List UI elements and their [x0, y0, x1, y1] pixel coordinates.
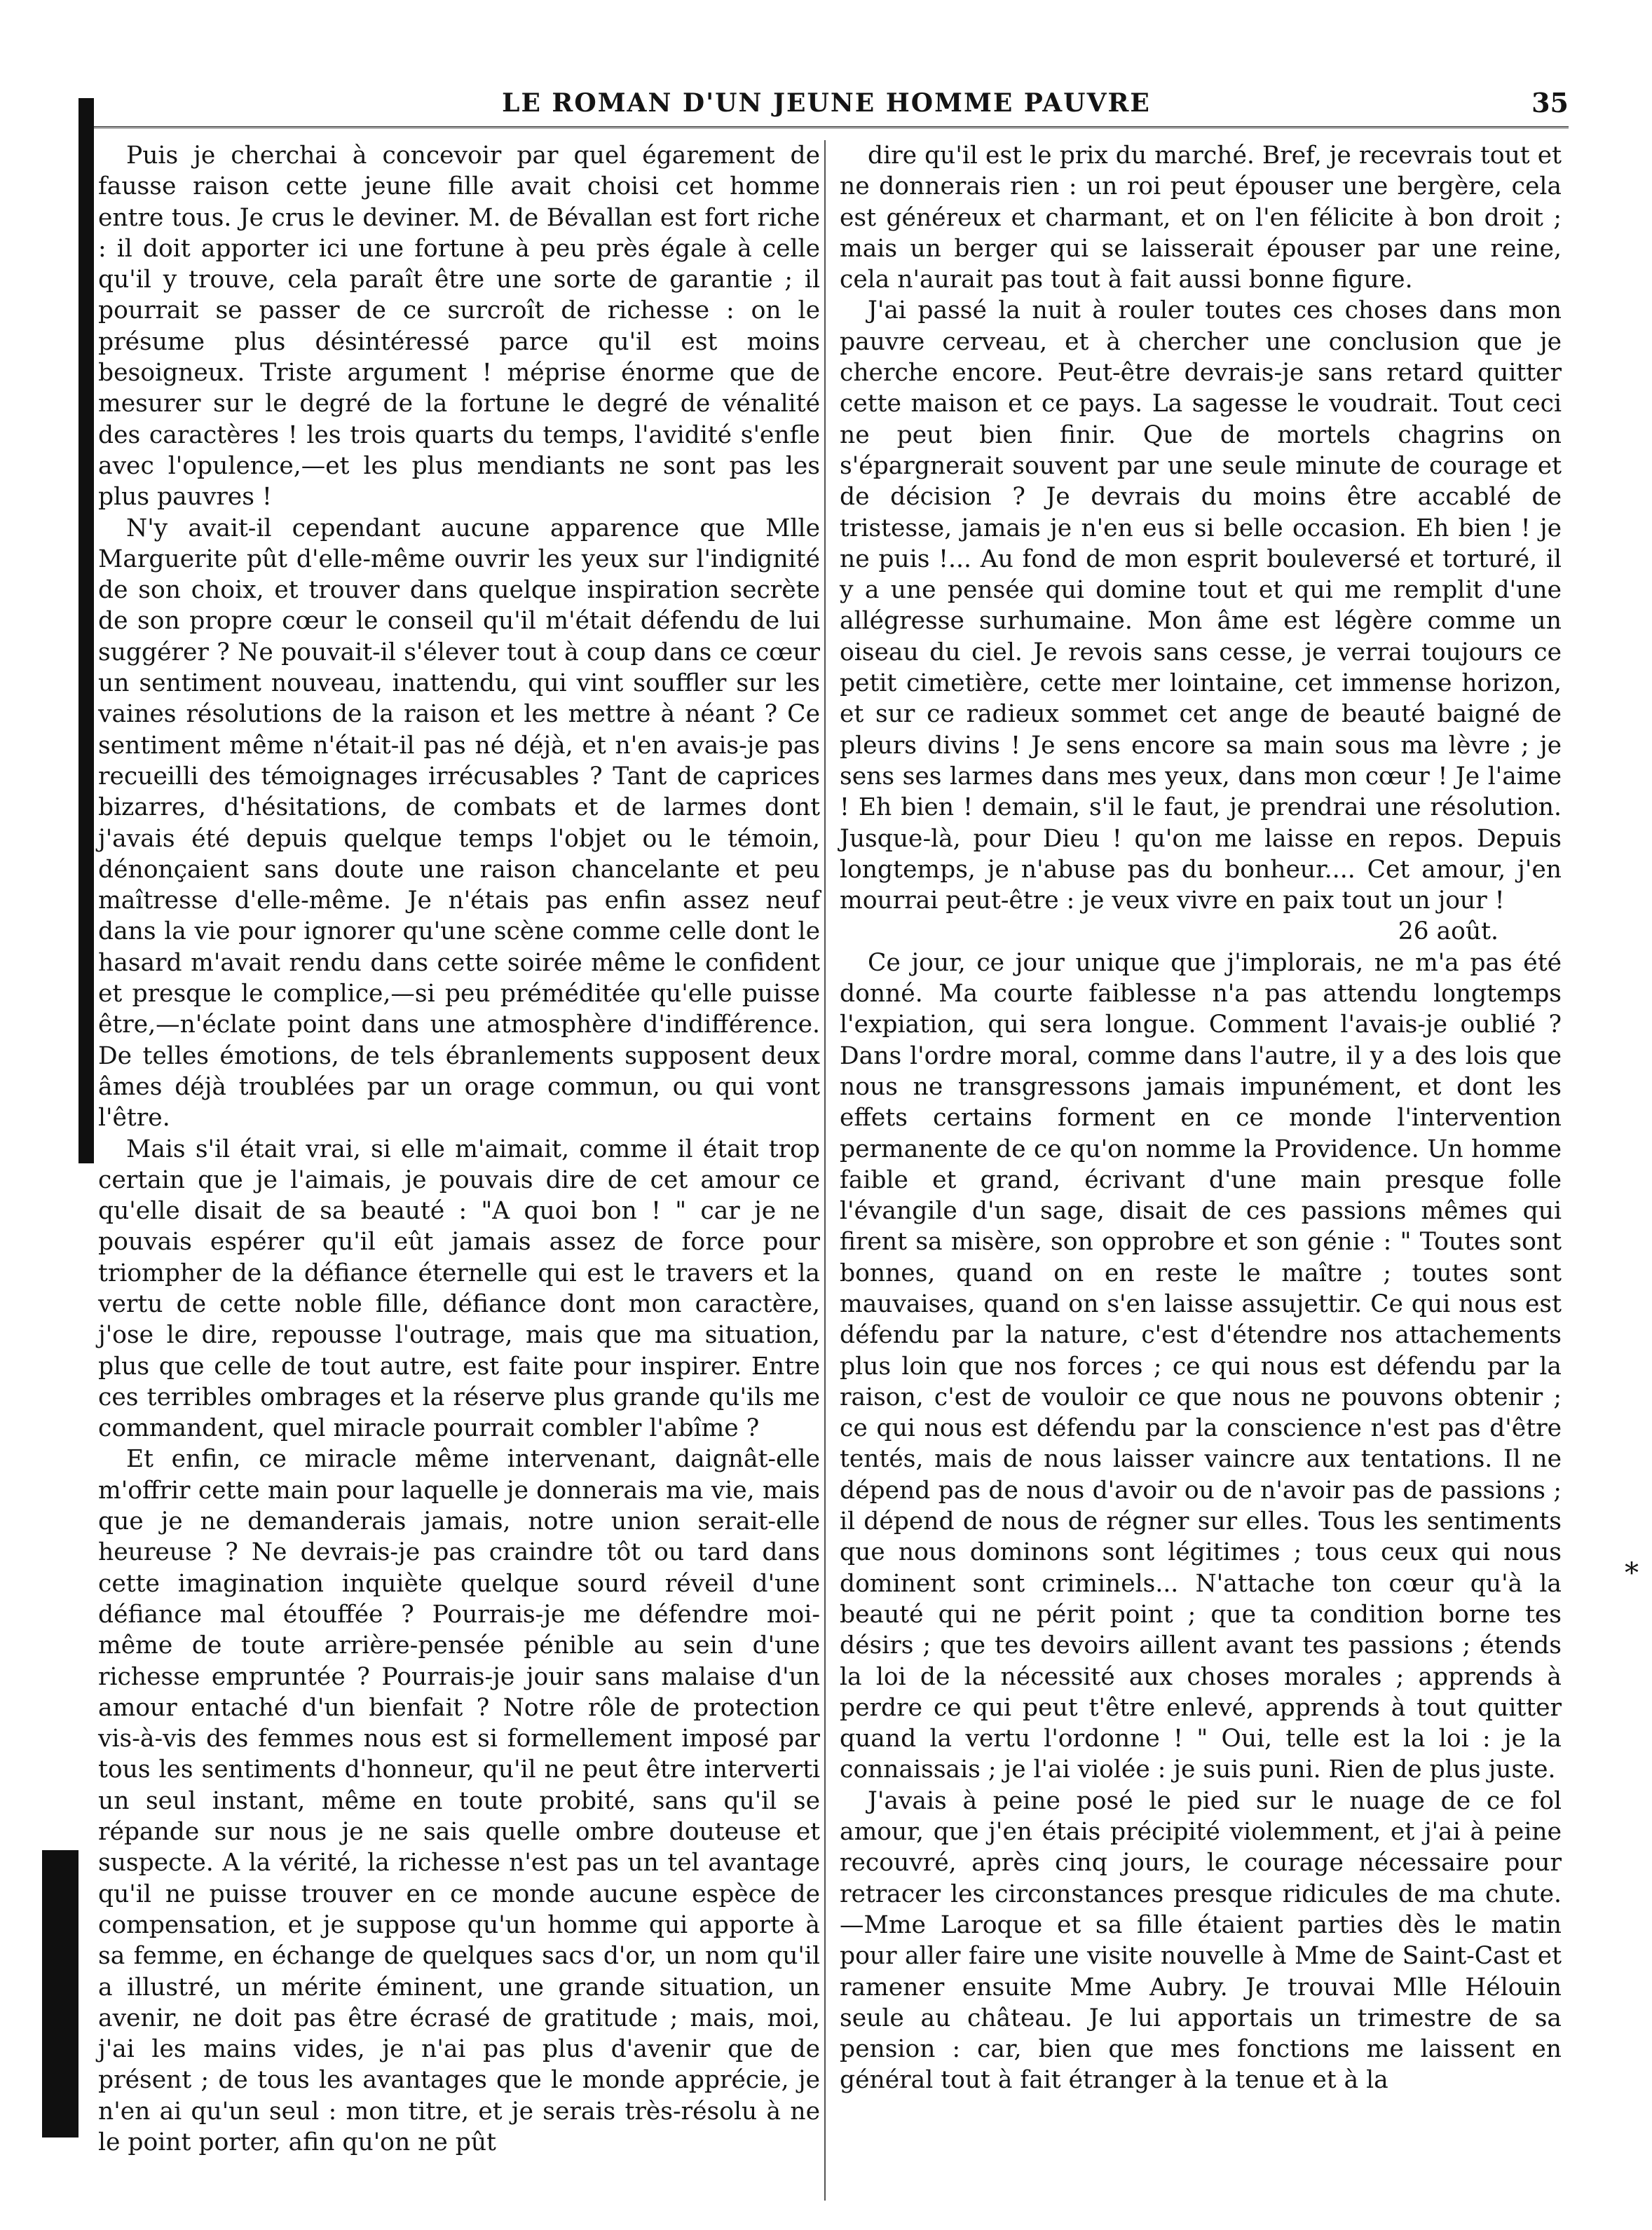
paragraph: N'y avait-il cependant aucune apparence que Mlle Marguerite pût d'elle-même ouvrir les yeux sur l'indignité de son choix, et trouver dans quelque inspiration secrète de son propre cœur le conseil qu'il m'était défendu de lui suggérer ? Ne pouvait-il s'élever tout à coup dans ce cœur un sentiment nouveau, inattendu, qui vint souffler sur les vaines résolutions de la raison et les mettre à néant ? Ce sentiment même n'était-il pas né déjà, et n'en avais-je pas recueilli des témoignages irrécusables ? Tant de caprices bizarres, d'hésitations, de combats et de larmes dont j'avais été depuis quelque temps l'objet ou le témoin, dénonçaient sans doute une raison chancelante et peu maîtresse d'elle-même. Je n'étais pas enfin assez neuf dans la vie pour ignorer qu'une scène comme celle dont le hasard m'avait rendu dans cette soirée même le confident et presque le complice,—si peu préméditée qu'elle puisse être,—n'éclate point dans une atmosphère d'indifférence. De telles émotions, de tels ébranlements supposent deux âmes déjà troublées par un orage commun, ou qui vont l'être.: [98, 514, 820, 1133]
paragraph: Et enfin, ce miracle même intervenant, daignât-elle m'offrir cette main pour laquelle je donnerais ma vie, mais que je ne demanderais jamais, notre union serait-elle heureuse ? Ne devrais-je pas craindre tôt ou tard dans cette imagination inquiète quelque sourd réveil d'une défiance mal étouffée ? Pourrais-je me défendre moi-même de toute arrière-pensée pénible au sein d'une richesse empruntée ? Pourrais-je jouir sans malaise d'un amour entaché d'un bienfait ? Notre rôle de protection vis-à-vis des femmes nous est si formellement imposé par tous les sentiments d'honneur, qu'il ne peut être interverti un seul instant, même en toute probité, sans qu'il se répande sur nous je ne sais quelle ombre douteuse et suspecte. A la vérité, la richesse n'est pas un tel avantage qu'il ne puisse trouver en ce monde aucune espèce de compensation, et je suppose qu'un homme qui apporte à sa femme, en échange de quelques sacs d'or, un nom qu'il a illustré, un mérite éminent, une grande situation, un avenir, ne doit pas être écrasé de gratitude ; mais, moi, j'ai les mains vides, je n'ai pas plus d'avenir que de présent ; de tous les avantages que le monde apprécie, je n'en ai qu'un seul : mon titre, et je serais très-résolu à ne le point porter, afin qu'on ne pût: [98, 1445, 820, 2156]
paragraph: Ce jour, ce jour unique que j'implorais, ne m'a pas été donné. Ma courte faiblesse n'a pas attendu longtemps l'expiation, qui sera longue. Comment l'avais-je oublié ? Dans l'ordre moral, comme dans l'autre, il y a des lois que nous ne transgressons jamais impunément, et dont les effets certains forment en ce monde l'intervention permanente de ce qu'on nomme la Providence. Un homme faible et grand, écrivant d'une main presque folle l'évangile d'un sage, disait de ces passions mêmes qui firent sa misère, son opprobre et son génie : " Toutes sont bonnes, quand on en reste le maître ; toutes sont mauvaises, quand on s'en laisse assujettir. Ce qui nous est défendu par la nature, c'est d'étendre nos attachements plus loin que nos forces ; ce qui nous est défendu par la raison, c'est de vouloir ce que nous ne pouvons obtenir ; ce qui nous est défendu par la conscience n'est pas d'être tentés, mais de nous laisser vaincre aux tentations. Il ne dépend pas de nous d'avoir ou de n'avoir pas de passions ; il dépend de nous de régner sur elles. Tous les sentiments que nous dominons sont légitimes ; tous ceux qui nous dominent sont criminels... N'attache ton cœur qu'à la beauté qui ne périt point ; que ta condition borne tes désirs ; que tes devoirs aillent avant tes passions ; étends la loi de la nécessité aux choses morales ; apprends à perdre ce qui peut t'être enlevé, apprends à tout quitter quand la vertu l'ordonne ! " Oui, telle est la loi : je la connaissais ; je l'ai violée : je suis puni. Rien de plus juste.: [840, 948, 1562, 1784]
margin-asterisk: *: [1625, 1557, 1639, 1589]
scan-edge-shadow: [78, 98, 94, 1163]
paragraph: Puis je cherchai à concevoir par quel égarement de fausse raison cette jeune fille avait choisi cet homme entre tous. Je crus le deviner. M. de Bévallan est fort riche : il doit apporter ici une fortune à peu près égale à celle qu'il y trouve, cela paraît être une sorte de garantie ; il pourrait se passer de ce surcroît de richesse : on le présume plus désintéressé parce qu'il est moins besoigneux. Triste argument ! méprise énorme que de mesurer sur le degré de la fortune le degré de vénalité des caractères ! les trois quarts du temps, l'avidité s'enfle avec l'opulence,—et les plus mendiants ne sont pas les plus pauvres !: [98, 142, 820, 512]
paragraph: Mais s'il était vrai, si elle m'aimait, comme il était trop certain que je l'aimais, je pouvais dire de cet amour ce qu'elle disait de sa beauté : "A quoi bon ! " car je ne pouvais espérer qu'il eût jamais assez de force pour triompher de la défiance éternelle qui est le travers et la vertu de cette noble fille, défiance dont mon caractère, j'ose le dire, repousse l'outrage, mais que ma situation, plus que celle de tout autre, est faite pour inspirer. Entre ces terribles ombrages et la réserve plus grande qu'ils me commandent, quel miracle pourrait combler l'abîme ?: [98, 1135, 820, 1443]
paragraph: J'avais à peine posé le pied sur le nuage de ce fol amour, que j'en étais précipité violemment, et j'ai à peine recouvré, après cinq jours, le courage nécessaire pour retracer les circonstances presque ridicules de ma chute.—Mme Laroque et sa fille étaient parties dès le matin pour aller faire une visite nouvelle à Mme de Saint-Cast et ramener ensuite Mme Aubry. Je trouvai Mlle Hélouin seule au château. Je lui apportais un trimestre de sa pension : car, bien que mes fonctions me laissent en général tout à fait étranger à la tenue et à la: [840, 1786, 1562, 2095]
header-rule: [84, 126, 1569, 128]
paragraph: J'ai passé la nuit à rouler toutes ces choses dans mon pauvre cerveau, et à chercher une conclusion que je cherche encore. Peut-être devrais-je sans retard quitter cette maison et ce pays. La sagesse le voudrait. Tout ceci ne peut bien finir. Que de mortels chagrins on s'épargnerait souvent par une seule minute de courage et de décision ? Je devrais du moins être accablé de tristesse, jamais je n'en eus si belle occasion. Eh bien ! je ne puis !... Au fond de mon esprit bouleversé et torturé, il y a une pensée qui domine tout et qui me remplit d'une allégresse surhumaine. Mon âme est légère comme un oiseau du ciel. Je revois sans cesse, je verrai toujours ce petit cimetière, cette mer lointaine, cet immense horizon, et sur ce radieux sommet cet ange de beauté baigné de pleurs divins ! Je sens encore sa main sous ma lèvre ; je sens ses larmes dans mes yeux, dans mon cœur ! Je l'aime ! Eh bien ! demain, s'il le faut, je prendrai une résolution. Jusque-là, pour Dieu ! qu'on me laisse en repos. Depuis longtemps, je n'abuse pas du bonheur.... Cet amour, j'en mourrai peut-être : je veux vivre en paix tout un jour !: [840, 296, 1562, 915]
running-title: LE ROMAN D'UN JEUNE HOMME PAUVRE: [502, 88, 1151, 118]
page-number: 35: [1531, 87, 1569, 118]
paragraph: dire qu'il est le prix du marché. Bref, je recevrais tout et ne donnerais rien : un roi peut épouser une bergère, cela est généreux et charmant, et on l'en félicite à bon droit ; mais un berger qui se laisserait épouser par une reine, cela n'aurait pas tout à fait aussi bonne figure.: [840, 142, 1562, 294]
left-column: [98, 140, 820, 2158]
dateline: 26 août.: [1398, 917, 1499, 946]
column-divider: [824, 140, 826, 2201]
scan-edge-shadow-lower: [42, 1850, 78, 2137]
right-column: [840, 140, 1562, 2096]
page-header: [84, 78, 1569, 121]
